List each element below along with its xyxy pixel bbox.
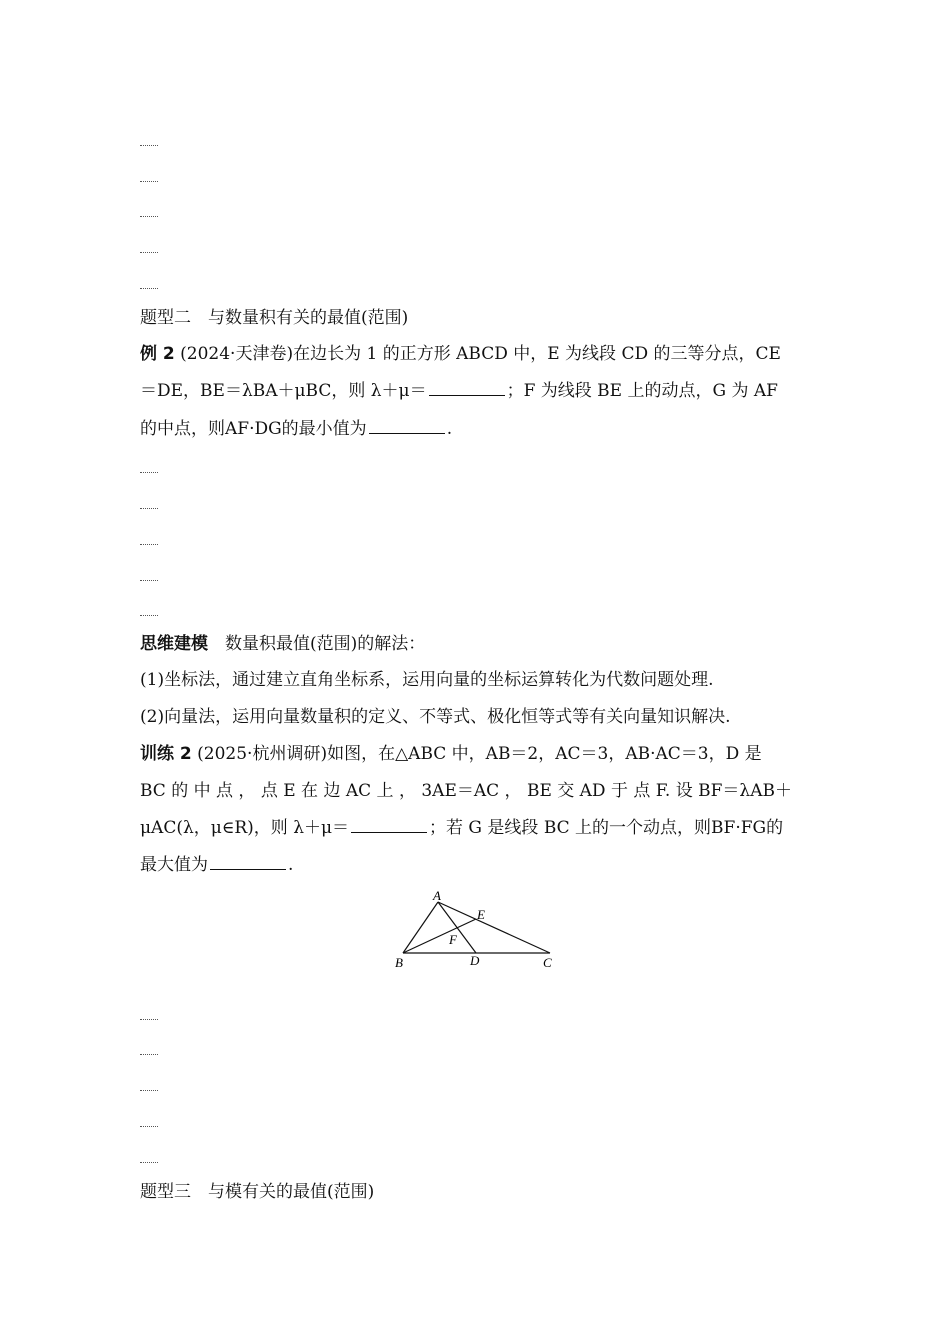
answer-line [140, 1054, 158, 1055]
exercise-2-text-4a: 最大值为 [140, 855, 208, 875]
section-3-title: 题型三 与模有关的最值(范围) [140, 1182, 375, 1202]
exercise-2-line-1 [140, 744, 820, 764]
answer-line [140, 615, 158, 616]
model-heading [140, 634, 820, 654]
answer-line [140, 181, 158, 182]
example-2-label: 例 2 [140, 344, 175, 364]
label-e: E [477, 907, 485, 922]
exercise-2-text-1: 如图，在△ABC 中，AB＝2，AC＝3，AB·AC＝3，D 是 [327, 744, 762, 764]
example-2-text-1: 在边长为 1 的正方形 ABCD 中，E 为线段 CD 的三等分点，CE [293, 344, 781, 364]
exercise-2-line-3 [140, 818, 820, 838]
example-2-line-2 [140, 381, 820, 401]
label-d: D [470, 953, 480, 968]
label-b: B [395, 955, 403, 970]
section-2-title: 题型二 与数量积有关的最值(范围) [140, 308, 409, 328]
example-2-source: (2024·天津卷) [180, 344, 294, 364]
answer-line [140, 216, 158, 217]
exercise-2-text-4b: . [288, 855, 294, 875]
exercise-2-text-3b: ；若 G 是线段 BC 上的一个动点，则BF·FG的 [429, 818, 784, 838]
answer-line [140, 1126, 158, 1127]
answer-line [140, 544, 158, 545]
example-2-text-3a: 的中点，则AF·DG的最小值为 [140, 419, 367, 439]
answer-blank[interactable] [210, 855, 286, 870]
answer-line [140, 1019, 158, 1020]
answer-line [140, 145, 158, 146]
answer-blank[interactable] [429, 381, 505, 396]
exercise-2-line-2: BC 的 中 点 ， 点 E 在 边 AC 上 ， 3AE＝AC ， BE 交 AD 于 点 F. 设 BF＝λAB＋ [140, 781, 792, 801]
answer-line [140, 508, 158, 509]
answer-line [140, 252, 158, 253]
label-c: C [543, 955, 552, 970]
label-f: F [449, 932, 457, 947]
answer-line [140, 1090, 158, 1091]
triangle-figure [390, 888, 565, 973]
answer-line [140, 472, 158, 473]
label-a: A [433, 888, 441, 903]
model-item-2: (2)向量法，运用向量数量积的定义、不等式、极化恒等式等有关向量知识解决. [140, 707, 731, 727]
example-2-line-3 [140, 419, 820, 439]
model-label: 思维建模 [140, 634, 208, 654]
answer-line [140, 1162, 158, 1163]
example-2-text-3b: . [446, 419, 453, 439]
example-2-text-2a: ＝DE，BE＝λBA＋μBC，则 λ＋μ＝ [140, 381, 427, 401]
exercise-2-line-4 [140, 855, 820, 875]
model-text: 数量积最值(范围)的解法： [208, 634, 426, 654]
answer-line [140, 580, 158, 581]
answer-line [140, 288, 158, 289]
exercise-2-source: (2025·杭州调研) [197, 744, 328, 764]
example-2-line-1 [140, 344, 820, 364]
answer-blank[interactable] [369, 419, 445, 434]
example-2-text-2b: ；F 为线段 BE 上的动点，G 为 AF [506, 381, 778, 401]
answer-blank[interactable] [351, 818, 427, 833]
exercise-2-label: 训练 2 [140, 744, 192, 764]
exercise-2-text-3a: μAC(λ，μ∈R)，则 λ＋μ＝ [140, 818, 350, 838]
model-item-1: (1)坐标法，通过建立直角坐标系，运用向量的坐标运算转化为代数问题处理. [140, 670, 714, 690]
